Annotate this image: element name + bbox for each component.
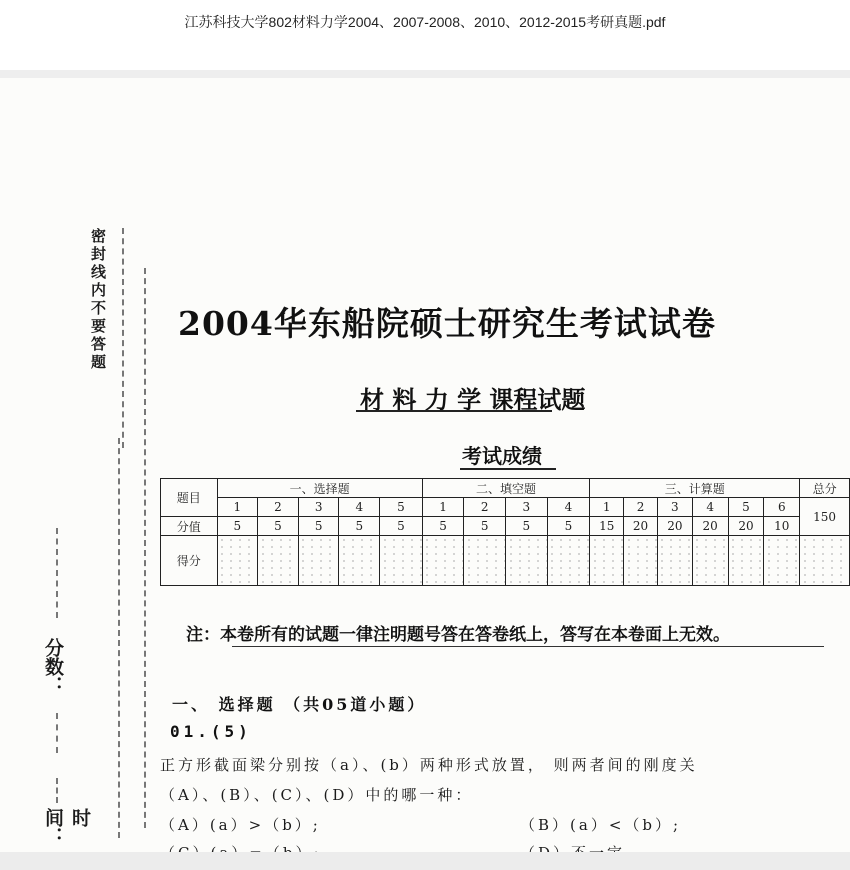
points-cell: 20	[624, 517, 658, 536]
points-cell: 5	[217, 517, 258, 536]
margin-score-label: 分数：	[42, 638, 64, 695]
points-cell: 5	[547, 517, 590, 536]
score-blank-cell	[422, 536, 464, 586]
viewer-separator-bottom	[0, 852, 850, 870]
total-header: 总分	[800, 479, 850, 498]
points-cell: 5	[258, 517, 299, 536]
question-number-cell: 4	[547, 498, 590, 517]
course-title: 材 料 力 学 课程试题	[360, 385, 586, 414]
score-blank-cell	[764, 536, 800, 586]
question-text: 正方形截面梁分别按（a）、(b）两种形式放置， 则两者间的刚度关	[160, 756, 698, 774]
question-text: （A）、(B）、(C）、(D）中的哪一种：	[160, 786, 474, 804]
points-cell: 20	[657, 517, 692, 536]
question-section-title: 一、 选择题 （共05道小题）	[172, 695, 427, 714]
viewer-separator-top	[0, 70, 850, 78]
total-points-cell: 150	[800, 498, 850, 536]
answer-option: （B）(a）<（b）;	[520, 816, 682, 834]
score-blank-cell	[657, 536, 692, 586]
score-blank-cell	[800, 536, 850, 586]
table-header-cell: 分值	[161, 517, 218, 536]
score-blank-cell	[728, 536, 764, 586]
question-number-cell: 1	[590, 498, 624, 517]
score-blank-cell	[339, 536, 380, 586]
margin-blank-line	[56, 778, 58, 803]
question-number-cell: 6	[764, 498, 800, 517]
question-number-cell: 3	[657, 498, 692, 517]
question-number-cell: 2	[464, 498, 506, 517]
score-blank-cell	[464, 536, 506, 586]
question-number-cell: 5	[728, 498, 764, 517]
exam-note: 注：本卷所有的试题一律注明题号答在答卷纸上，答写在本卷面上无效。	[186, 625, 730, 645]
scanned-page[interactable]	[0, 78, 850, 852]
margin-blank-line	[56, 528, 58, 618]
score-blank-cell	[258, 536, 299, 586]
points-cell: 5	[422, 517, 464, 536]
table-header-cell: 题目	[161, 479, 218, 517]
table-header-cell: 得分	[161, 536, 218, 586]
points-cell: 20	[728, 517, 764, 536]
points-cell: 5	[506, 517, 548, 536]
question-number: 01.(5)	[170, 722, 252, 741]
binding-line	[118, 438, 120, 838]
answer-option: （A）(a）>（b）;	[160, 816, 321, 834]
document-title-bar	[0, 0, 850, 70]
points-cell: 5	[339, 517, 380, 536]
section-fill-header: 二、填空题	[422, 479, 590, 498]
question-number-cell: 3	[298, 498, 339, 517]
score-blank-cell	[692, 536, 728, 586]
course-title-underline	[356, 410, 552, 412]
points-cell: 5	[380, 517, 423, 536]
points-cell: 10	[764, 517, 800, 536]
seal-line-notice: 密封线内不要答题	[89, 228, 107, 372]
exam-heading: 2004华东船院硕士研究生考试试卷	[178, 304, 716, 343]
section-choice-header: 一、选择题	[217, 479, 422, 498]
score-title: 考试成绩	[462, 444, 542, 468]
margin-blank-line	[56, 713, 58, 753]
points-cell: 15	[590, 517, 624, 536]
question-number-cell: 4	[339, 498, 380, 517]
score-table	[160, 478, 850, 586]
score-title-underline	[460, 468, 556, 470]
document-file-title: 江苏科技大学802材料力学2004、2007-2008、2010、2012-2015考研真题.pdf	[184, 14, 666, 30]
binding-line	[122, 228, 124, 448]
margin-time-label: 时间：	[42, 808, 91, 846]
score-blank-cell	[380, 536, 423, 586]
binding-line	[144, 268, 146, 828]
question-number-cell: 2	[624, 498, 658, 517]
points-cell: 5	[298, 517, 339, 536]
question-number-cell: 1	[217, 498, 258, 517]
points-cell: 5	[464, 517, 506, 536]
score-blank-cell	[506, 536, 548, 586]
section-calc-header: 三、计算题	[590, 479, 800, 498]
question-number-cell: 1	[422, 498, 464, 517]
score-blank-cell	[217, 536, 258, 586]
question-number-cell: 4	[692, 498, 728, 517]
points-cell: 20	[692, 517, 728, 536]
score-blank-cell	[547, 536, 590, 586]
score-blank-cell	[590, 536, 624, 586]
score-blank-cell	[298, 536, 339, 586]
question-number-cell: 3	[506, 498, 548, 517]
score-blank-cell	[624, 536, 658, 586]
note-underline	[232, 646, 824, 647]
question-number-cell: 5	[380, 498, 423, 517]
question-number-cell: 2	[258, 498, 299, 517]
